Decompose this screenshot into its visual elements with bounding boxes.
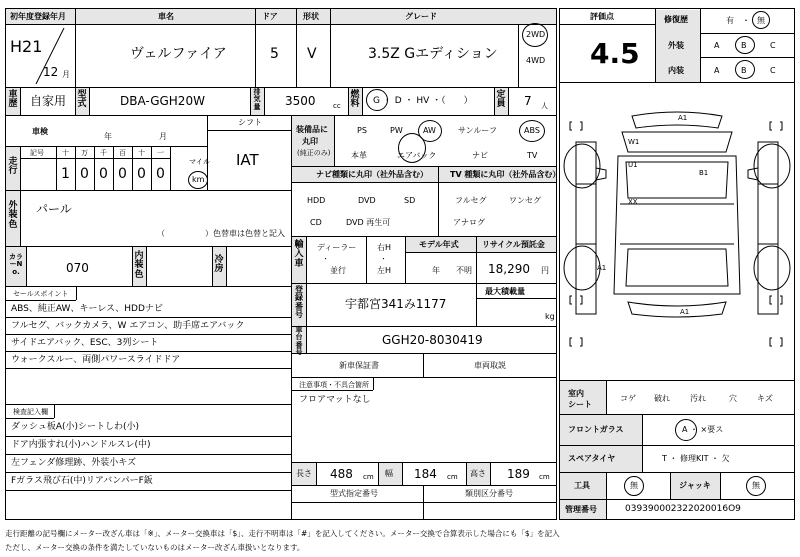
model-year-label: モデル年式 bbox=[419, 240, 459, 249]
fuel-label: 燃料 bbox=[350, 90, 360, 110]
equip-tv: TV bbox=[527, 151, 538, 160]
usage-value: 自家用 bbox=[30, 94, 67, 108]
sheet-dirt: 汚れ bbox=[690, 394, 706, 403]
mileage-digit-1: 0 bbox=[80, 166, 89, 182]
grade-col-label: グレード bbox=[405, 12, 437, 21]
header-band bbox=[6, 9, 556, 24]
displacement-label: 排気量 bbox=[253, 88, 261, 111]
tools-value: 無 bbox=[630, 481, 638, 490]
interior-grade-b: B bbox=[741, 66, 747, 75]
capacity-label: 定員 bbox=[496, 90, 506, 110]
interior-grade-a: A bbox=[714, 66, 720, 75]
navi-sd: SD bbox=[404, 196, 416, 205]
navi-dvd-play: DVD 再生可 bbox=[346, 218, 391, 227]
inspection-line-3: Fガラス飛び石(中)リアバンパーF鈑 bbox=[11, 476, 153, 486]
equipment-label-3: (純正のみ) bbox=[297, 149, 331, 157]
interior-sheet-label-1: 室内 bbox=[568, 389, 584, 398]
navi-hdd: HDD bbox=[307, 196, 326, 205]
displacement-unit: cc bbox=[333, 102, 341, 110]
spare-tire-options: T ・ 修理KIT ・ 欠 bbox=[662, 454, 730, 463]
capacity-unit: 人 bbox=[541, 102, 548, 110]
car-diagram bbox=[560, 84, 794, 378]
max-load-unit: kg bbox=[545, 312, 555, 321]
recycle-value: 18,290 bbox=[488, 262, 530, 276]
warranty-manual: 車両取説 bbox=[474, 361, 506, 370]
max-load-label: 最大積載量 bbox=[485, 287, 525, 296]
km-label: km bbox=[192, 175, 205, 184]
equipment-label-1: 装備品に bbox=[296, 125, 328, 134]
equip-airbag: エアバック bbox=[397, 151, 437, 160]
mileage-label: 走行 bbox=[8, 157, 18, 177]
mileage-digit-4: 0 bbox=[137, 166, 146, 182]
diagram-mark-front: A1 bbox=[678, 114, 688, 122]
diagram-mark-b1: B1 bbox=[699, 169, 709, 177]
height-value: 189 bbox=[507, 467, 530, 481]
score-value: 4.5 bbox=[590, 37, 640, 70]
width-unit: cm bbox=[447, 473, 458, 481]
recycle-label: リサイクル預託金 bbox=[482, 240, 545, 249]
mileage-unit-0: 記号 bbox=[30, 149, 44, 157]
sheet-scorch: コゲ bbox=[620, 394, 636, 403]
navi-label: ナビ種類に丸印（社外品含む） bbox=[316, 170, 428, 179]
registration-label: 登録番号 bbox=[295, 285, 303, 320]
grade-value: 3.5Z Gエディション bbox=[368, 46, 498, 62]
repair-yes: 有 bbox=[726, 16, 734, 25]
length-label: 長さ bbox=[296, 469, 312, 478]
shape-value: V bbox=[307, 46, 317, 62]
exterior-grade-c: C bbox=[770, 41, 776, 50]
model-year-value: 不明 bbox=[456, 266, 472, 275]
interior-sheet-label-2: シート bbox=[568, 400, 592, 409]
sales-point-line-3: ウォークスルー、両側パワースライドドア bbox=[11, 355, 181, 365]
model-value: DBA-GGH20W bbox=[120, 94, 205, 108]
sheet-scratch: キズ bbox=[757, 394, 773, 403]
color-note: （ ）色替車は色替と記入 bbox=[157, 229, 285, 238]
chassis-label: 車台番号 bbox=[295, 326, 303, 357]
type-designation-label: 型式指定番号 bbox=[330, 489, 378, 498]
interior-grade-c: C bbox=[770, 66, 776, 75]
front-glass-options: A ・ ×要ス bbox=[682, 425, 724, 434]
shaken-label: 車検 bbox=[32, 127, 48, 136]
model-year-unit: 年 bbox=[432, 266, 440, 275]
mileage-unit-5: 十 bbox=[138, 149, 145, 157]
jack-label: ジャッキ bbox=[679, 481, 711, 490]
mgmt-value: 039390002322020016O9 bbox=[625, 504, 741, 514]
month-unit: 月 bbox=[62, 70, 70, 79]
equip-aw: AW bbox=[423, 126, 436, 135]
color-label: 外装色 bbox=[8, 201, 18, 230]
import-left: 左H bbox=[377, 266, 392, 275]
tv-oneseg: ワンセグ bbox=[509, 196, 541, 205]
shaken-year-unit: 年 bbox=[104, 132, 112, 141]
month-value: 12 bbox=[43, 65, 59, 79]
mileage-digit-0: 1 bbox=[61, 166, 70, 182]
door-col-label: ドア bbox=[262, 12, 278, 21]
diagram-mark-w1: W1 bbox=[628, 138, 640, 146]
navi-dvd: DVD bbox=[358, 196, 376, 205]
displacement-value: 3500 bbox=[285, 94, 316, 108]
tools-label: 工具 bbox=[574, 481, 590, 490]
diagram-mark-u1: U1 bbox=[628, 161, 638, 169]
drive-2wd: 2WD bbox=[526, 30, 546, 39]
cooler-label: 冷房 bbox=[214, 255, 224, 275]
name-col-label: 車名 bbox=[158, 12, 174, 21]
mgmt-label: 管理番号 bbox=[565, 505, 597, 514]
spare-tire-label: スペアタイヤ bbox=[568, 454, 616, 463]
tv-label: TV 種類に丸印（社外品含む） bbox=[450, 170, 561, 179]
mileage-unit-1: 十 bbox=[62, 149, 69, 157]
score-label: 評価点 bbox=[590, 12, 614, 21]
import-label: 輸入車 bbox=[294, 240, 304, 269]
color-no-value: 070 bbox=[66, 261, 89, 275]
footer-note-1: 走行距離の記号欄にメーター改ざん車は「※」、メーター交換車は「$」、走行不明車は「#」を記入してください。メーター交換で合算表示した場合にも「$」を記入 bbox=[5, 529, 560, 538]
car-name: ヴェルファイア bbox=[130, 46, 227, 62]
front-glass-label: フロントガラス bbox=[568, 425, 624, 434]
shift-value: IAT bbox=[236, 151, 259, 169]
inspection-line-1: ドア内張すれ(小)ハンドルスレ(中) bbox=[11, 440, 151, 450]
sheet-tear: 破れ bbox=[654, 394, 670, 403]
mileage-unit-6: 一 bbox=[157, 149, 164, 157]
inspection-line-0: ダッシュ板A(小)シートしわ(小) bbox=[11, 422, 140, 432]
mile-label: マイル bbox=[189, 158, 210, 166]
diagram-mark-xx: XX bbox=[628, 198, 638, 206]
warranty-new-car: 新車保証書 bbox=[339, 361, 379, 370]
repair-dot: ・ bbox=[742, 16, 750, 25]
class-designation-label: 類別区分番号 bbox=[465, 489, 513, 498]
fuel-options: G ・ D ・ HV ・（ ） bbox=[373, 96, 473, 106]
exterior-grade-b: B bbox=[741, 41, 747, 50]
mileage-unit-2: 万 bbox=[81, 149, 88, 157]
navi-cd: CD bbox=[310, 218, 322, 227]
equipment-label-2: 丸印 bbox=[302, 137, 318, 146]
mileage-unit-3: 千 bbox=[100, 149, 107, 157]
interior-label: 内装 bbox=[668, 66, 684, 75]
width-label: 幅 bbox=[385, 469, 393, 478]
sales-point-line-0: ABS、純正AW、キーレス、HDDナビ bbox=[11, 304, 163, 314]
notes-label: 注意事項・不具合箇所 bbox=[299, 381, 369, 389]
shape-col-label: 形状 bbox=[303, 12, 319, 21]
import-right: 右H bbox=[377, 243, 392, 252]
door-count: 5 bbox=[270, 46, 279, 62]
shaken-month-unit: 月 bbox=[159, 132, 167, 141]
chassis-value: GGH20-8030419 bbox=[382, 333, 483, 347]
sales-points-label: セールスポイント bbox=[13, 290, 69, 298]
mileage-digit-2: 0 bbox=[99, 166, 108, 182]
color-no-label: カラーNo. bbox=[9, 253, 23, 276]
shift-label: シフト bbox=[238, 118, 262, 127]
import-dealer: ディーラー bbox=[317, 243, 357, 252]
inspection-label: 検査記入欄 bbox=[13, 408, 48, 416]
tv-fullseg: フルセグ bbox=[455, 196, 487, 205]
equip-sunroof: サンルーフ bbox=[458, 126, 497, 135]
diagram-mark-a1-rear: A1 bbox=[680, 308, 690, 316]
repair-no: 無 bbox=[757, 16, 765, 25]
mileage-digit-3: 0 bbox=[118, 166, 127, 182]
exterior-grade-a: A bbox=[714, 41, 720, 50]
sales-point-line-2: サイドエアバック、ESC、3列シート bbox=[11, 338, 159, 348]
usage-label: 車歴 bbox=[8, 90, 18, 110]
interior-color-label: 内装色 bbox=[134, 251, 144, 280]
height-label: 高さ bbox=[470, 469, 486, 478]
equip-pw: PW bbox=[390, 126, 403, 135]
equip-navi: ナビ bbox=[472, 151, 488, 160]
diagram-mark-a1-left: A1 bbox=[597, 264, 607, 272]
equip-leather: 本革 bbox=[351, 151, 367, 160]
year-value: H21 bbox=[10, 37, 43, 56]
width-value: 184 bbox=[414, 467, 437, 481]
footer-note-2: ただし、メーター交換の条件を満たしていないものはメーター改ざん車扱いとなります。 bbox=[5, 543, 305, 552]
mileage-unit-4: 百 bbox=[119, 149, 126, 157]
equip-ps: PS bbox=[357, 126, 367, 135]
mileage-digit-5: 0 bbox=[156, 166, 165, 182]
year-col-label: 初年度登録年月 bbox=[10, 12, 66, 21]
length-value: 488 bbox=[330, 467, 353, 481]
model-label: 型式 bbox=[77, 90, 87, 110]
jack-value: 無 bbox=[752, 481, 760, 490]
sheet-hole: 穴 bbox=[729, 394, 737, 403]
equip-abs: ABS bbox=[524, 126, 540, 135]
recycle-unit: 円 bbox=[541, 266, 549, 275]
drive-4wd: 4WD bbox=[526, 56, 546, 65]
capacity-value: 7 bbox=[524, 94, 532, 108]
exterior-label: 外装 bbox=[668, 41, 684, 50]
sales-point-line-1: フルセグ、バックカメラ、W エアコン、助手席エアバック bbox=[11, 321, 245, 331]
repair-label: 修復歴 bbox=[664, 15, 688, 24]
tv-analog: アナログ bbox=[453, 218, 485, 227]
height-unit: cm bbox=[539, 473, 550, 481]
import-parallel: 並行 bbox=[330, 266, 346, 275]
length-unit: cm bbox=[363, 473, 374, 481]
color-value: パール bbox=[36, 202, 72, 216]
notes-value: フロアマットなし bbox=[299, 395, 371, 405]
inspection-line-2: 左フェンダ修理跡、外装小キズ bbox=[11, 458, 137, 468]
registration-value: 宇都宮341み1177 bbox=[345, 297, 447, 311]
